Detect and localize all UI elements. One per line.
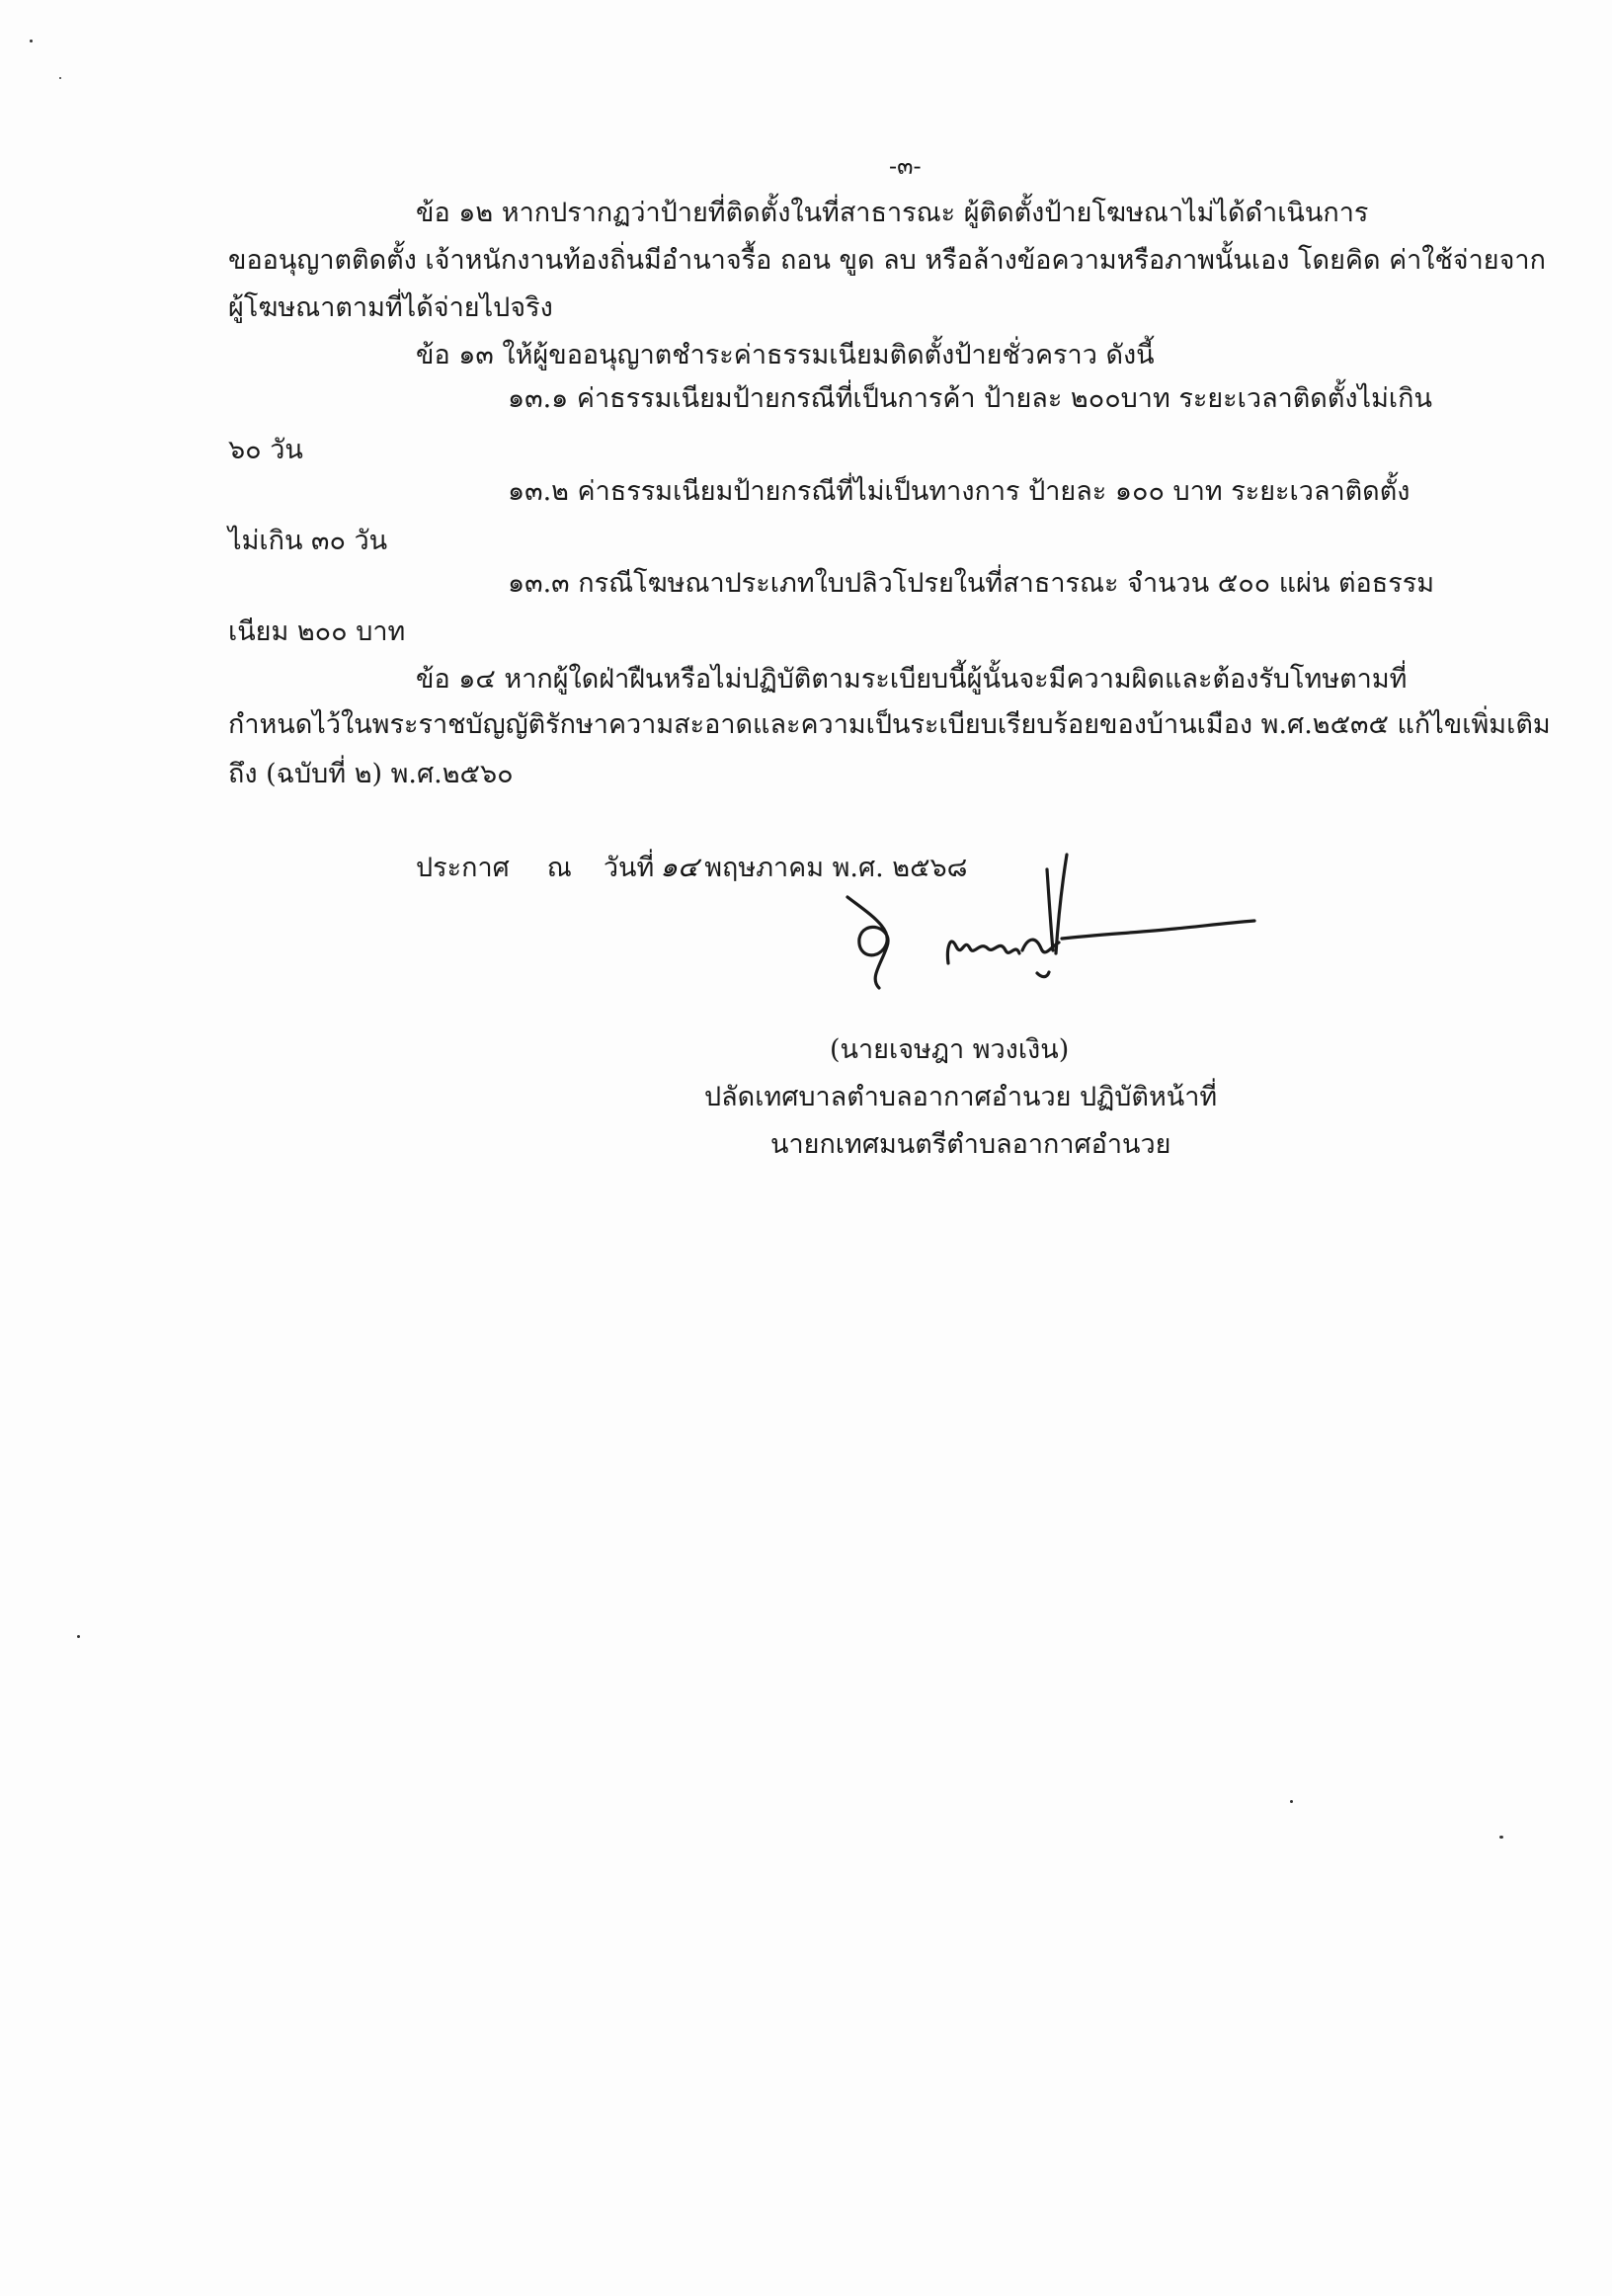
signatory-title-2: นายกเทศมนตรีตำบลอากาศอำนวย: [770, 1129, 1171, 1160]
clause-13-3-line-2: เนียม ๒๐๐ บาท: [228, 616, 406, 647]
scan-speck: [1499, 1836, 1503, 1839]
clause-13-3-line-1: ๑๓.๓ กรณีโฆษณาประเภทใบปลิวโปรยในที่สาธารณะ จำนวน ๕๐๐ แผ่น ต่อธรรม: [508, 568, 1435, 599]
signatory-name: (นายเจษฎา พวงเงิน): [830, 1034, 1070, 1065]
clause-13-1-line-2: ๖๐ วัน: [228, 435, 303, 465]
clause-12-line-3: ผู้โฆษณาตามที่ได้จ่ายไปจริง: [228, 292, 553, 323]
scan-speck: [30, 40, 33, 42]
day-label: วันที่: [603, 853, 655, 883]
clause-14-line-2: กำหนดไว้ในพระราชบัญญัติรักษาความสะอาดและความเป็นระเบียบเรียบร้อยของบ้านเมือง พ.ศ.๒๕๓๕ แก้ไขเพิ่มเติม: [228, 709, 1551, 740]
month-year: พฤษภาคม พ.ศ. ๒๕๖๘: [704, 853, 968, 883]
clause-12-line-1: ข้อ ๑๒ หากปรากฏว่าป้ายที่ติดตั้งในที่สาธารณะ ผู้ติดตั้งป้ายโฆษณาไม่ได้ดำเนินการ: [416, 198, 1369, 228]
handwritten-signature: [840, 840, 1274, 1037]
clause-13-1-line-1: ๑๓.๑ ค่าธรรมเนียมป้ายกรณีที่เป็นการค้า ป้ายละ ๒๐๐บาท ระยะเวลาติดตั้งไม่เกิน: [508, 383, 1432, 414]
scan-speck: [59, 77, 61, 79]
clause-13-2-line-2: ไม่เกิน ๓๐ วัน: [228, 526, 388, 556]
announcement-at: ณ: [546, 853, 572, 883]
clause-14-line-3: ถึง (ฉบับที่ ๒) พ.ศ.๒๕๖๐: [228, 759, 514, 789]
clause-12-line-2: ขออนุญาตติดตั้ง เจ้าหนักงานท้องถิ่นมีอำนาจรื้อ ถอน ขูด ลบ หรือล้างข้อความหรือภาพนั้นเอง โดยคิด ค่าใช้จ่ายจาก: [228, 245, 1546, 276]
handwritten-day: ๑๔: [660, 851, 699, 883]
scan-speck: [77, 1635, 80, 1638]
page-number: -๓-: [889, 152, 922, 180]
scan-speck: [1290, 1800, 1293, 1803]
clause-13-line-1: ข้อ ๑๓ ให้ผู้ขออนุญาตชำระค่าธรรมเนียมติดตั้งป้ายชั่วคราว ดังนี้: [416, 340, 1155, 370]
signatory-title-1: ปลัดเทศบาลตำบลอากาศอำนวย ปฏิบัติหน้าที่: [704, 1082, 1218, 1112]
clause-13-2-line-1: ๑๓.๒ ค่าธรรมเนียมป้ายกรณีที่ไม่เป็นทางการ ป้ายละ ๑๐๐ บาท ระยะเวลาติดตั้ง: [508, 476, 1410, 507]
clause-14-line-1: ข้อ ๑๔ หากผู้ใดฝ่าฝืนหรือไม่ปฏิบัติตามระเบียบนี้ผู้นั้นจะมีความผิดและต้องรับโทษตามที่: [416, 664, 1408, 695]
announcement-label: ประกาศ: [416, 853, 510, 883]
